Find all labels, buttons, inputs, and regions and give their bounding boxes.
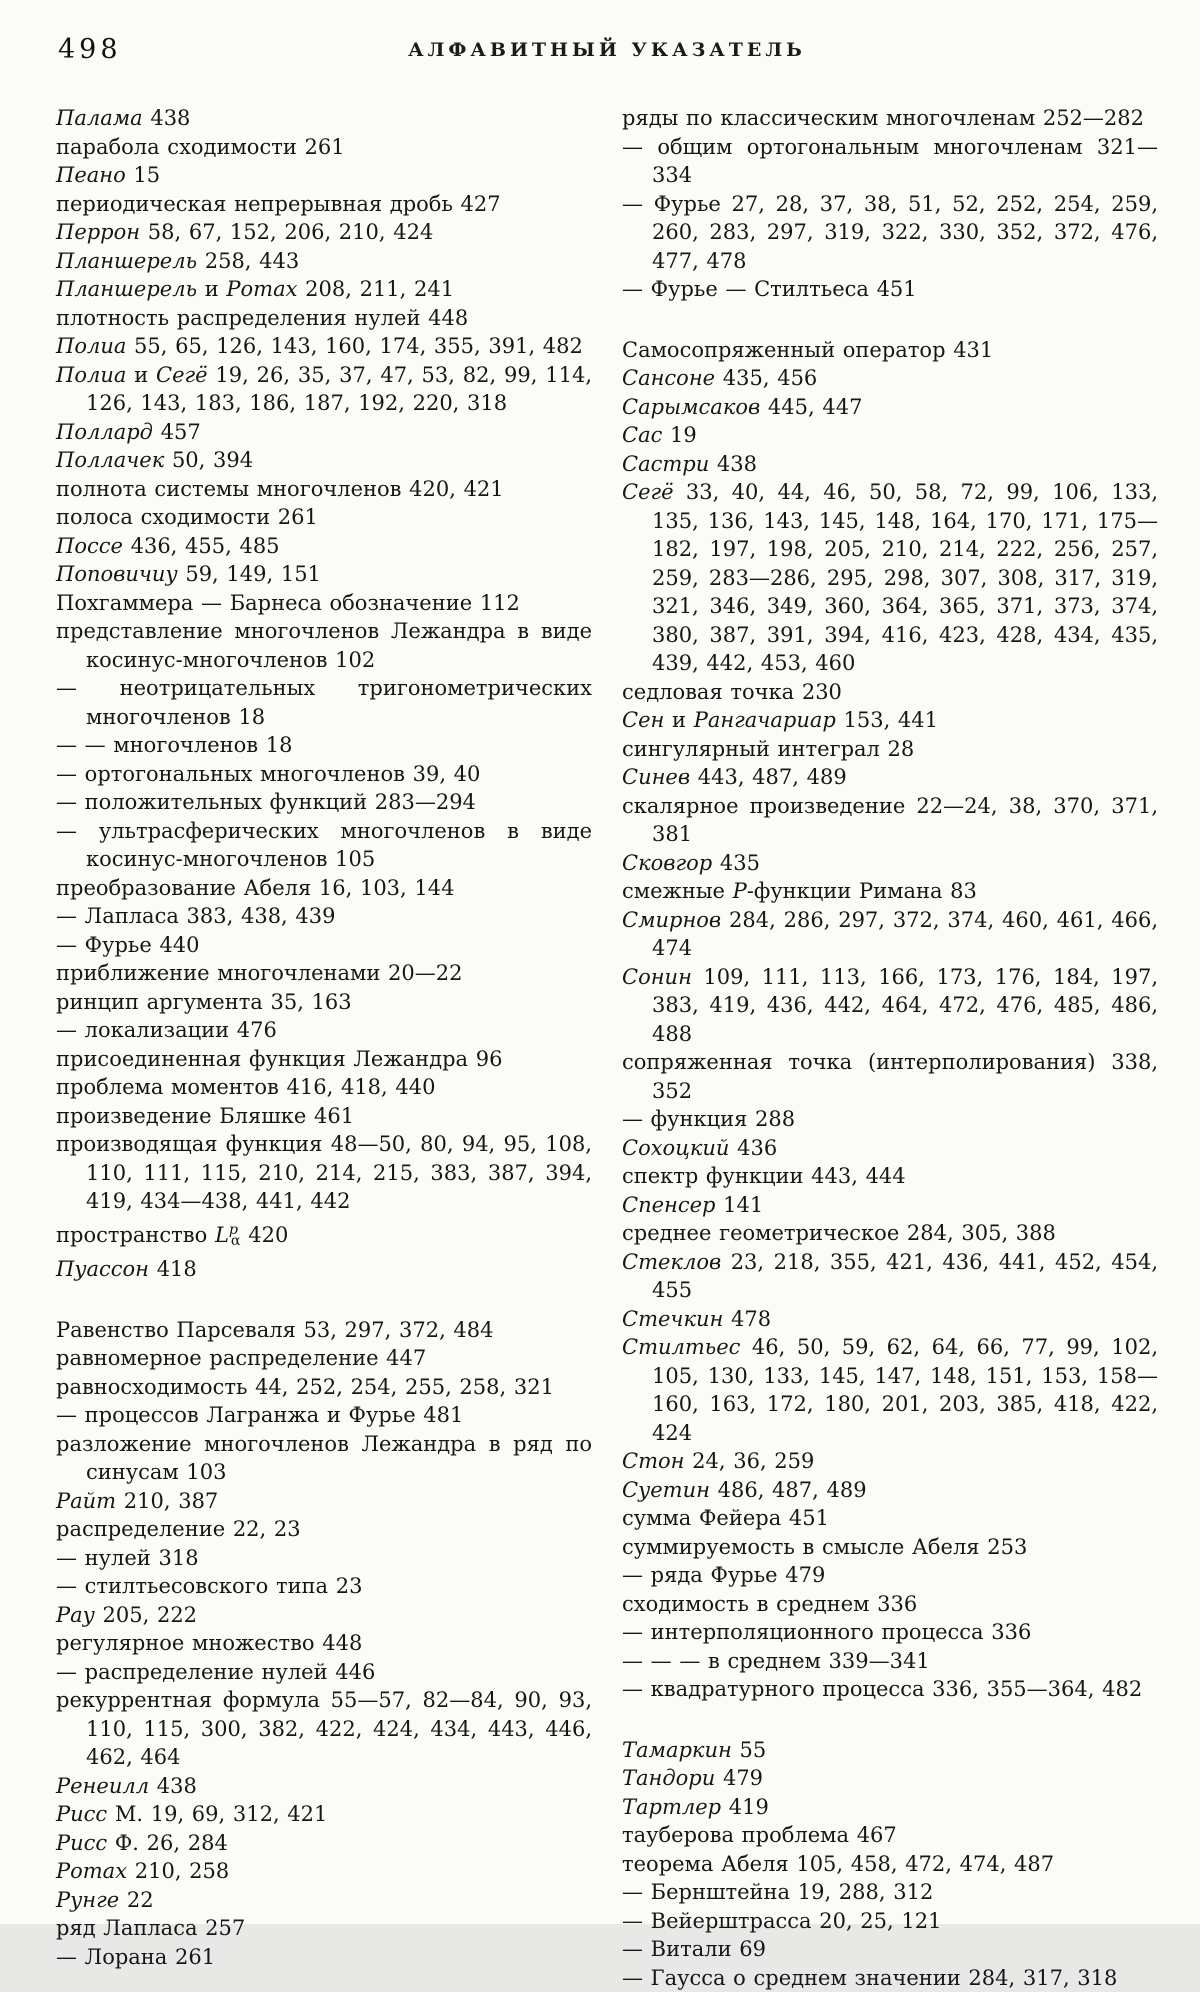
entry-segment: и <box>197 277 226 301</box>
index-entry <box>56 731 592 760</box>
entry-segment: распределение 22, 23 <box>56 1517 301 1541</box>
entry-segment: 19 <box>662 423 696 447</box>
entry-segment: рекуррентная формула 55—57, 82—84, 90, 93, 110, 115, 300, 382, 422, 424, 434, 443, 446, 462, 464 <box>56 1688 592 1769</box>
index-entry <box>622 1134 1158 1163</box>
index-entry <box>56 1487 592 1516</box>
entry-segment: 443, 487, 489 <box>690 765 847 789</box>
entry-segment: 210, 387 <box>116 1489 218 1513</box>
entry-segment: 33, 40, 44, 46, 50, 58, 72, 99, 106, 133, 135, 136, 143, 145, 148, 164, 170, 171, 175—182, 197, 198, 205, 210, 214, 222, 256, 257, 259, 283—286, 295, 298, 307, 308, 317, 319, 321, 346, 349, 360, 364, 365, 371, 373, 374, 380, 387, 391, 394, 416, 423, 428, 434, 435, 439, 442, 453, 460 <box>652 480 1158 675</box>
index-entry <box>56 817 592 874</box>
index-entry <box>56 674 592 731</box>
index-entry <box>56 1629 592 1658</box>
entry-segment: 22 <box>119 1888 153 1912</box>
entry-segment: 457 <box>153 420 201 444</box>
entry-segment: Спенсер <box>622 1193 716 1217</box>
entry-segment: 436 <box>729 1136 777 1160</box>
index-entry <box>622 1850 1158 1879</box>
entry-segment: Перрон <box>56 220 140 244</box>
entry-segment: Планшерель <box>56 277 197 301</box>
index-entry <box>56 1544 592 1573</box>
index-entry <box>622 190 1158 276</box>
index-entry <box>56 190 592 219</box>
index-entry <box>622 1305 1158 1334</box>
entry-segment: Поллачек <box>56 448 164 472</box>
entry-segment: α <box>231 1233 241 1249</box>
entry-segment: сопряженная точка (интерполирования) 338, 352 <box>622 1050 1158 1103</box>
index-entry <box>56 361 592 418</box>
entry-segment: — ультрасферических многочленов в виде косинус-многочленов 105 <box>56 819 592 872</box>
entry-segment: — Вейерштрасса 20, 25, 121 <box>622 1909 941 1933</box>
index-entry <box>622 1219 1158 1248</box>
index-entry <box>622 1561 1158 1590</box>
entry-segment: полнота системы многочленов 420, 421 <box>56 477 504 501</box>
index-entry <box>622 104 1158 133</box>
index-entry <box>622 877 1158 906</box>
entry-segment: Ф. 26, 284 <box>107 1831 228 1855</box>
entry-segment: 109, 111, 113, 166, 173, 176, 184, 197, 383, 419, 436, 442, 464, 472, 476, 485, 486, 488 <box>652 965 1158 1046</box>
entry-segment: 435 <box>712 851 760 875</box>
entry-segment: Самосопряженный оператор 431 <box>622 338 993 362</box>
entry-segment: 208, 211, 241 <box>297 277 454 301</box>
index-column-left <box>56 104 592 1992</box>
entry-segment: Тандори <box>622 1766 715 1790</box>
index-entry <box>56 1572 592 1601</box>
entry-segment: разложение многочленов Лежандра в ряд по синусам 103 <box>56 1432 592 1485</box>
index-entry <box>56 218 592 247</box>
entry-segment: Смирнов <box>622 908 721 932</box>
entry-segment: Поссе <box>56 534 123 558</box>
page-number: 498 <box>58 34 122 65</box>
entry-segment: теорема Абеля 105, 458, 472, 474, 487 <box>622 1852 1054 1876</box>
entry-segment: — Фурье 440 <box>56 933 200 957</box>
entry-segment: — распределение нулей 446 <box>56 1660 375 1684</box>
entry-segment: — Лорана 261 <box>56 1945 215 1969</box>
index-columns <box>56 104 1158 1992</box>
entry-segment: — Гаусса о среднем значении 284, 317, 318 <box>622 1966 1117 1990</box>
entry-segment: 478 <box>723 1307 771 1331</box>
entry-segment: Планшерель <box>56 249 197 273</box>
entry-segment: Сегё <box>156 363 208 387</box>
index-entry <box>622 849 1158 878</box>
index-entry <box>56 1515 592 1544</box>
entry-segment: Равенство Парсеваля 53, 297, 372, 484 <box>56 1318 494 1342</box>
entry-segment: P <box>733 879 747 903</box>
index-entry <box>622 1935 1158 1964</box>
index-entry <box>56 133 592 162</box>
entry-segment: периодическая непрерывная дробь 427 <box>56 192 501 216</box>
entry-segment: Поповичиу <box>56 562 178 586</box>
entry-segment: Ренеилл <box>56 1774 149 1798</box>
index-entry <box>622 1105 1158 1134</box>
index-entry <box>56 532 592 561</box>
entry-segment: произведение Бляшке 461 <box>56 1104 354 1128</box>
entry-segment: 419 <box>721 1795 769 1819</box>
entry-segment: — локализации 476 <box>56 1018 277 1042</box>
entry-segment: 210, 258 <box>127 1859 229 1883</box>
entry-segment: — Витали 69 <box>622 1937 766 1961</box>
entry-segment: М. 19, 69, 312, 421 <box>107 1802 327 1826</box>
entry-segment: Поллард <box>56 420 153 444</box>
index-entry <box>56 988 592 1017</box>
index-entry <box>56 446 592 475</box>
entry-segment: Стеклов <box>622 1250 721 1274</box>
index-entry <box>56 589 592 618</box>
index-entry <box>622 1447 1158 1476</box>
entry-segment: 50, 394 <box>164 448 253 472</box>
entry-segment: Тамаркин <box>622 1738 732 1762</box>
entry-segment: 445, 447 <box>760 395 862 419</box>
index-entry <box>56 788 592 817</box>
entry-segment: — ряда Фурье 479 <box>622 1563 825 1587</box>
index-column-right <box>622 104 1158 1992</box>
entry-segment: 58, 67, 152, 206, 210, 424 <box>140 220 433 244</box>
index-entry <box>56 1914 592 1943</box>
index-entry <box>622 1878 1158 1907</box>
entry-segment: — Бернштейна 19, 288, 312 <box>622 1880 933 1904</box>
entry-segment: регулярное множество 448 <box>56 1631 362 1655</box>
index-entry <box>622 678 1158 707</box>
entry-segment: седловая точка 230 <box>622 680 842 704</box>
index-entry <box>622 1048 1158 1105</box>
index-entry <box>56 332 592 361</box>
index-entry <box>56 560 592 589</box>
entry-segment: Сарымсаков <box>622 395 760 419</box>
entry-segment: Полиа <box>56 334 126 358</box>
index-entry <box>622 450 1158 479</box>
index-entry <box>56 1344 592 1373</box>
entry-segment: Сен <box>622 708 664 732</box>
index-entry <box>622 963 1158 1049</box>
entry-segment: и <box>126 363 156 387</box>
entry-segment: представление многочленов Лежандра в виде косинус-многочленов 102 <box>56 619 592 672</box>
entry-segment: — нулей 318 <box>56 1546 199 1570</box>
index-entry <box>56 1601 592 1630</box>
index-entry <box>56 247 592 276</box>
entry-segment: скалярное произведение 22—24, 38, 370, 371, 381 <box>622 794 1158 847</box>
index-entry <box>622 1907 1158 1936</box>
entry-segment: 24, 36, 259 <box>684 1449 814 1473</box>
index-entry <box>56 1216 592 1256</box>
entry-segment: 153, 441 <box>836 708 938 732</box>
index-entry <box>622 393 1158 422</box>
entry-segment: 205, 222 <box>95 1603 197 1627</box>
entry-segment: Похгаммера — Барнеса обозначение 112 <box>56 591 520 615</box>
index-entry <box>622 1764 1158 1793</box>
entry-segment: — квадратурного процесса 336, 355—364, 482 <box>622 1677 1142 1701</box>
entry-segment: плотность распределения нулей 448 <box>56 306 468 330</box>
entry-segment: Стечкин <box>622 1307 723 1331</box>
entry-segment: 479 <box>715 1766 763 1790</box>
index-entry <box>56 1373 592 1402</box>
entry-segment: Рисс <box>56 1802 107 1826</box>
index-entry <box>622 1333 1158 1447</box>
entry-segment: 19, 26, 35, 37, 47, 53, 82, 99, 114, 126, 143, 183, 186, 187, 192, 220, 318 <box>86 363 592 416</box>
index-entry <box>56 760 592 789</box>
entry-segment: 141 <box>716 1193 764 1217</box>
entry-segment: Тартлер <box>622 1795 721 1819</box>
entry-segment: среднее геометрическое 284, 305, 388 <box>622 1221 1056 1245</box>
entry-segment: равномерное распределение 447 <box>56 1346 426 1370</box>
index-entry <box>56 1102 592 1131</box>
entry-segment: сингулярный интеграл 28 <box>622 737 914 761</box>
entry-segment: Сохоцкий <box>622 1136 729 1160</box>
index-entry <box>56 1686 592 1772</box>
entry-segment: 435, 456 <box>715 366 817 390</box>
entry-segment: равносходимость 44, 252, 254, 255, 258, 321 <box>56 1375 554 1399</box>
index-entry <box>622 1162 1158 1191</box>
entry-segment: — функция 288 <box>622 1107 795 1131</box>
entry-segment: — неотрицательных тригонометрических многочленов 18 <box>56 676 592 729</box>
index-entry <box>56 304 592 333</box>
entry-segment: Састри <box>622 452 709 476</box>
index-entry <box>622 364 1158 393</box>
entry-segment: ринцип аргумента 35, 163 <box>56 990 352 1014</box>
entry-segment: Стон <box>622 1449 684 1473</box>
index-entry <box>622 421 1158 450</box>
index-entry <box>56 959 592 988</box>
index-entry <box>56 1943 592 1972</box>
entry-segment: — процессов Лагранжа и Фурье 481 <box>56 1403 463 1427</box>
entry-segment: Пуассон <box>56 1257 149 1281</box>
entry-segment: 15 <box>126 163 160 187</box>
index-entry <box>622 275 1158 304</box>
index-entry <box>56 1886 592 1915</box>
entry-segment: Сегё <box>622 480 674 504</box>
index-entry <box>622 1533 1158 1562</box>
entry-segment: проблема моментов 416, 418, 440 <box>56 1075 435 1099</box>
index-entry <box>622 763 1158 792</box>
entry-segment: Пеано <box>56 163 126 187</box>
index-entry <box>56 418 592 447</box>
entry-segment: 418 <box>149 1257 197 1281</box>
entry-segment: и <box>664 708 693 732</box>
entry-segment: — Фурье — Стилтьеса 451 <box>622 277 917 301</box>
entry-segment: 46, 50, 59, 62, 64, 66, 77, 99, 102, 105, 130, 133, 145, 147, 148, 151, 153, 158—160, 163, 172, 180, 201, 203, 385, 418, 422, 424 <box>652 1335 1158 1445</box>
entry-segment: 436, 455, 485 <box>123 534 280 558</box>
entry-segment: — Лапласа 383, 438, 439 <box>56 904 335 928</box>
index-entry <box>56 1130 592 1216</box>
entry-segment: 284, 286, 297, 372, 374, 460, 461, 466, 474 <box>652 908 1158 961</box>
entry-segment: 438 <box>149 1774 197 1798</box>
index-entry <box>56 1045 592 1074</box>
index-entry <box>56 475 592 504</box>
index-entry <box>56 1255 592 1284</box>
index-entry <box>56 931 592 960</box>
index-entry <box>56 1401 592 1430</box>
entry-segment: Палама <box>56 106 143 130</box>
index-entry <box>622 1821 1158 1850</box>
index-entry <box>622 1618 1158 1647</box>
entry-segment: преобразование Абеля 16, 103, 144 <box>56 876 454 900</box>
entry-segment: — общим ортогональным многочленам 321—334 <box>622 135 1158 188</box>
entry-segment: Сонин <box>622 965 692 989</box>
entry-segment: — Фурье 27, 28, 37, 38, 51, 52, 252, 254, 259, 260, 283, 297, 319, 322, 330, 352, 372, 476, 477, 478 <box>622 192 1158 273</box>
entry-segment: смежные <box>622 879 733 903</box>
entry-segment: полоса сходимости 261 <box>56 505 318 529</box>
entry-segment: ряды по классическим многочленам 252—282 <box>622 106 1144 130</box>
entry-segment: 420 <box>241 1222 289 1246</box>
entry-segment: p <box>229 1222 238 1238</box>
index-entry <box>56 902 592 931</box>
entry-segment: Синев <box>622 765 690 789</box>
entry-segment: Суетин <box>622 1478 710 1502</box>
entry-segment: парабола сходимости 261 <box>56 135 345 159</box>
entry-segment: — стилтьесовского типа 23 <box>56 1574 362 1598</box>
index-entry <box>622 1590 1158 1619</box>
index-entry <box>622 1476 1158 1505</box>
entry-segment: 486, 487, 489 <box>710 1478 867 1502</box>
index-entry <box>56 1829 592 1858</box>
page-header <box>56 34 1158 78</box>
entry-segment: Рау <box>56 1603 95 1627</box>
index-entry <box>622 1191 1158 1220</box>
entry-segment: — интерполяционного процесса 336 <box>622 1620 1031 1644</box>
entry-segment: Рисс <box>56 1831 107 1855</box>
entry-segment: сумма Фейера 451 <box>622 1506 829 1530</box>
entry-segment: Полиа <box>56 363 126 387</box>
entry-segment: 438 <box>709 452 757 476</box>
index-entry <box>622 478 1158 678</box>
entry-segment: ряд Лапласа 257 <box>56 1916 245 1940</box>
entry-segment: Сас <box>622 423 662 447</box>
entry-segment: 258, 443 <box>197 249 299 273</box>
index-entry <box>56 617 592 674</box>
entry-segment: Райт <box>56 1489 116 1513</box>
index-entry <box>622 133 1158 190</box>
index-entry <box>56 1800 592 1829</box>
entry-segment: 438 <box>143 106 191 130</box>
entry-segment: -функции Римана 83 <box>747 879 977 903</box>
index-entry <box>622 792 1158 849</box>
entry-segment: Рунге <box>56 1888 119 1912</box>
entry-segment: присоединенная функция Лежандра 96 <box>56 1047 502 1071</box>
index-entry <box>56 1430 592 1487</box>
index-entry <box>622 1964 1158 1992</box>
index-entry <box>56 1016 592 1045</box>
entry-segment: — положительных функций 283—294 <box>56 790 476 814</box>
entry-segment: Сковгор <box>622 851 712 875</box>
index-entry <box>56 104 592 133</box>
entry-segment: суммируемость в смысле Абеля 253 <box>622 1535 1027 1559</box>
entry-segment: 59, 149, 151 <box>178 562 321 586</box>
entry-segment: Ротах <box>226 277 297 301</box>
index-entry <box>56 1316 592 1345</box>
index-entry <box>622 1647 1158 1676</box>
running-head: АЛФАВИТНЫЙ УКАЗАТЕЛЬ <box>56 39 1158 61</box>
entry-segment: производящая функция 48—50, 80, 94, 95, 108, 110, 111, 115, 210, 214, 215, 383, 387, 394, 419, 434—438, 441, 442 <box>56 1132 592 1213</box>
index-entry <box>622 1675 1158 1704</box>
entry-segment: Рангачариар <box>694 708 836 732</box>
index-entry <box>622 1736 1158 1765</box>
index-entry <box>56 1772 592 1801</box>
entry-segment: 55, 65, 126, 143, 160, 174, 355, 391, 482 <box>126 334 583 358</box>
entry-segment: Стилтьес <box>622 1335 740 1359</box>
entry-segment: тауберова проблема 467 <box>622 1823 897 1847</box>
entry-segment: приближение многочленами 20—22 <box>56 961 463 985</box>
index-entry <box>56 874 592 903</box>
index-entry <box>622 706 1158 735</box>
entry-segment: 55 <box>732 1738 766 1762</box>
entry-segment: Сансоне <box>622 366 715 390</box>
index-entry <box>622 1793 1158 1822</box>
index-entry <box>622 1248 1158 1305</box>
entry-segment: спектр функции 443, 444 <box>622 1164 906 1188</box>
index-entry <box>56 1658 592 1687</box>
entry-segment: сходимость в среднем 336 <box>622 1592 917 1616</box>
index-entry <box>622 336 1158 365</box>
index-entry <box>56 503 592 532</box>
index-entry <box>56 1857 592 1886</box>
index-entry <box>622 906 1158 963</box>
entry-segment: пространство <box>56 1222 215 1246</box>
entry-segment: — — многочленов 18 <box>56 733 292 757</box>
index-entry <box>56 275 592 304</box>
entry-segment: Ротах <box>56 1859 127 1883</box>
index-entry <box>622 735 1158 764</box>
index-entry <box>56 1073 592 1102</box>
entry-segment: — ортогональных многочленов 39, 40 <box>56 762 480 786</box>
entry-segment: 23, 218, 355, 421, 436, 441, 452, 454, 455 <box>652 1250 1158 1303</box>
entry-segment: L <box>215 1222 229 1246</box>
entry-segment: — — — в среднем 339—341 <box>622 1649 930 1673</box>
index-entry <box>622 1504 1158 1533</box>
index-entry <box>56 161 592 190</box>
